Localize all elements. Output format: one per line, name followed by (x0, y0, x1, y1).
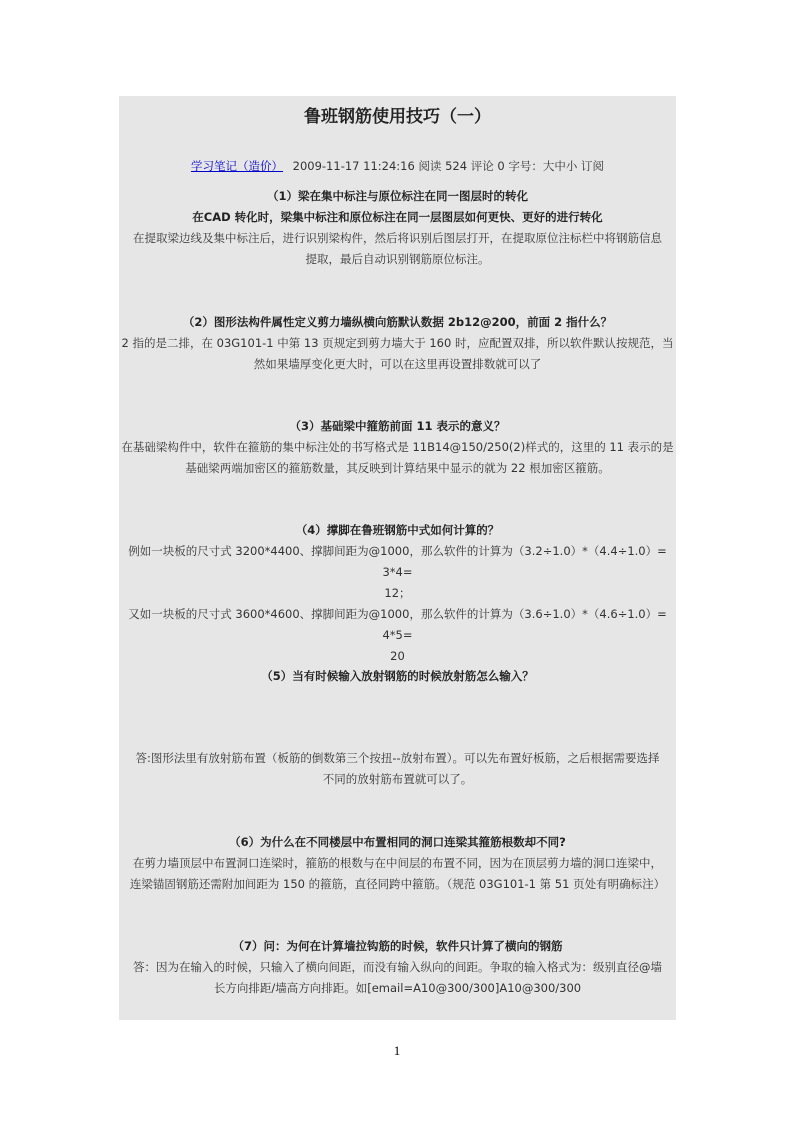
font-size-switch[interactable]: 字号：大中小 (508, 159, 578, 173)
answer-line: 在剪力墙顶层中布置洞口连梁时，箍筋的根数与在中间层的布置不同，因为在顶层剪力墙的洞口连梁中， (133, 856, 662, 870)
read-count: 阅读 524 (418, 159, 468, 173)
answer-line: 答:图形法里有放射筋布置（板筋的倒数第三个按扭--放射布置）。可以先布置好板筋，之后根据需要选择 (135, 751, 660, 765)
answer-line: 20 (390, 649, 405, 663)
qa-section-5 (119, 666, 676, 687)
subscribe-link[interactable]: 订阅 (581, 159, 604, 173)
answer-line: 然如果墙厚变化更大时，可以在这里再设置排数就可以了 (253, 357, 542, 371)
qa-section-2 (119, 312, 676, 375)
answer-line: 长方向排距/墙高方向排距。如[email=A10@300/300]A10@300/300 (213, 981, 582, 995)
answer-line: 基础梁两端加密区的箍筋数量，其反映到计算结果中显示的就为 22 根加密区箍筋。 (185, 461, 610, 475)
article-panel (119, 96, 676, 1020)
qa-section-7 (119, 936, 676, 999)
question-heading: （6）为什么在不同楼层中布置相同的洞口连梁其箍筋根数却不同? (229, 835, 566, 849)
article-meta (119, 158, 676, 174)
question-heading: （1）梁在集中标注与原位标注在同一图层时的转化 (267, 189, 528, 203)
article-title: 鲁班钢筋使用技巧（一） (304, 107, 491, 127)
post-datetime: 2009-11-17 11:24:16 (292, 159, 415, 173)
answer-line: 2 指的是二排，在 03G101-1 中第 13 页规定到剪力墙大于 160 时，应配置双排，所以软件默认按规范，当 (121, 336, 674, 350)
question-heading: （4）撑脚在鲁班钢筋中式如何计算的？ (295, 523, 500, 537)
answer-line: 不同的放射筋布置就可以了。 (322, 772, 473, 786)
answer-line: 12； (384, 586, 411, 600)
question-heading: （3）基础梁中箍筋前面 11 表示的意义？ (289, 419, 506, 433)
question-heading: （5）当有时候输入放射钢筋的时候放射筋怎么输入？ (261, 669, 534, 683)
answer-line: 提取，最后自动识别钢筋原位标注。 (305, 252, 490, 266)
answer-line: 连梁锚固钢筋还需附加间距为 150 的箍筋，直径同跨中箍筋。（规范 03G101-1 第 51 页处有明确标注） (129, 877, 666, 891)
category-link[interactable]: 学习笔记（造价） (190, 159, 283, 173)
question-heading: （2）图形法构件属性定义剪力墙纵横向筋默认数据 2b12@200，前面 2 指什么？ (182, 315, 613, 329)
question-subheading: 在CAD 转化时，梁集中标注和原位标注在同一层图层如何更快、更好的进行转化 (192, 210, 603, 224)
answer-line: 答：因为在输入的时候，只输入了横向间距，而没有输入纵向的间距。争取的输入格式为：级别直径@墙 (133, 960, 662, 974)
qa-section-3 (119, 416, 676, 479)
qa-section-5-answer (119, 748, 676, 790)
answer-line: 例如一块板的尺寸式 3200*4400、撑脚间距为@1000，那么软件的计算为（3.2÷1.0）*（4.4÷1.0）= 3*4= (128, 544, 667, 579)
answer-line: 又如一块板的尺寸式 3600*4600、撑脚间距为@1000，那么软件的计算为（3.6÷1.0）*（4.6÷1.0）= 4*5= (128, 607, 667, 642)
qa-section-4 (119, 520, 676, 667)
page-number: 1 (393, 1043, 401, 1058)
qa-section-1 (119, 186, 676, 270)
comment-count[interactable]: 评论 0 (470, 159, 505, 173)
qa-section-6 (119, 832, 676, 895)
answer-line: 在提取梁边线及集中标注后，进行识别梁构件，然后将识别后图层打开，在提取原位注标栏中将钢筋信息 (133, 231, 662, 245)
answer-line: 在基础梁构件中，软件在箍筋的集中标注处的书写格式是 11B14@150/250(2)样式的，这里的 11 表示的是 (121, 440, 674, 454)
question-heading: （7）问：为何在计算墙拉钩筋的时候，软件只计算了横向的钢筋 (232, 939, 563, 953)
